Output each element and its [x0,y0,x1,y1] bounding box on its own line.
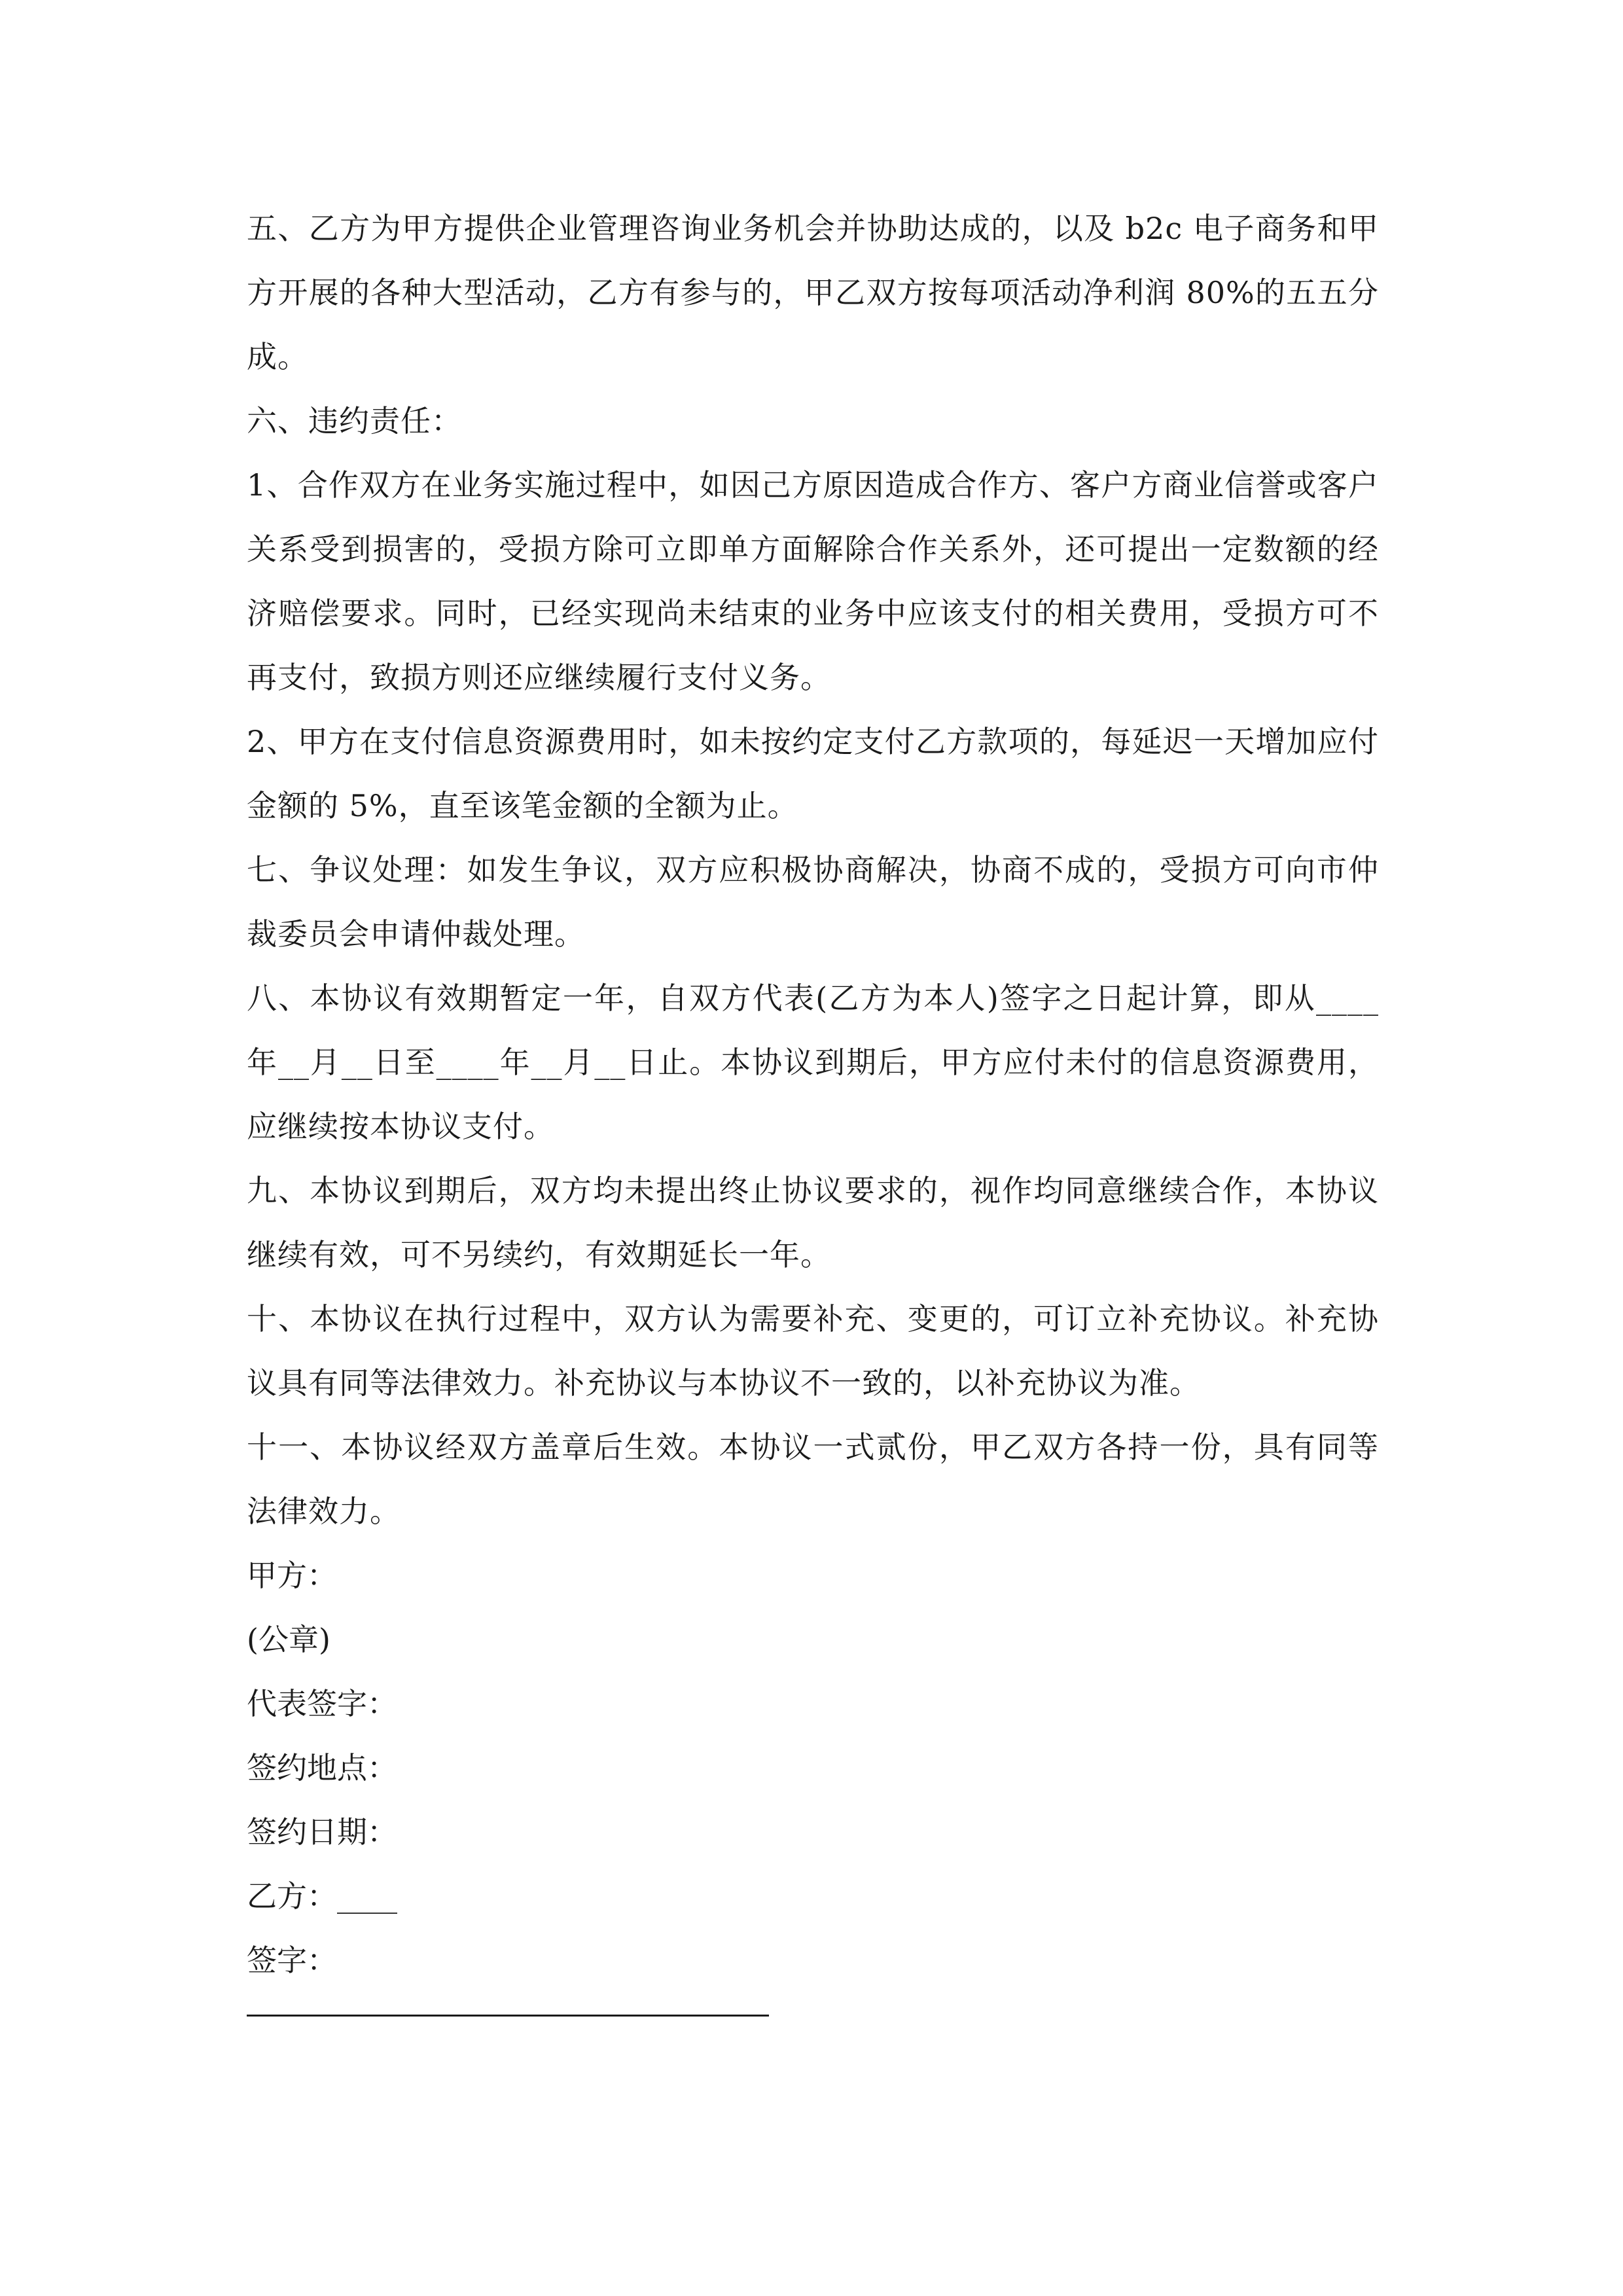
party-b-label: 乙方：____ [247,1878,397,1914]
sign-place-label: 签约地点： [247,1750,397,1785]
rep-signature-label: 代表签字： [247,1686,397,1721]
seal-label: (公章) [247,1622,330,1657]
clause-8: 八、本协议有效期暂定一年，自双方代表(乙方为本人)签字之日起计算，即从____年__月__日至____年__月__日止。本协议到期后，甲方应付未付的信息资源费用，应继续按本协议支付。 [247,980,1379,1144]
clause-10: 十、本协议在执行过程中，双方认为需要补充、变更的，可订立补充协议。补充协议具有同等法律效力。补充协议与本协议不一致的，以补充协议为准。 [247,1301,1379,1401]
signature-label: 签字： [247,1943,337,1978]
clause-6-item-1: 1、合作双方在业务实施过程中，如因己方原因造成合作方、客户方商业信誉或客户关系受到损害的，受损方除可立即单方面解除合作关系外，还可提出一定数额的经济赔偿要求。同时，已经实现尚未结束的业务中应该支付的相关费用，受损方可不再支付，致损方则还应继续履行支付义务。 [247,467,1379,695]
clause-6-heading: 六、违约责任： [247,403,462,439]
sign-date-label: 签约日期： [247,1814,397,1850]
clause-7: 七、争议处理：如发生争议，双方应积极协商解决，协商不成的，受损方可向市仲裁委员会申请仲裁处理。 [247,852,1379,952]
clause-11: 十一、本协议经双方盖章后生效。本协议一式贰份，甲乙双方各持一份，具有同等法律效力。 [247,1429,1379,1529]
party-a-label: 甲方： [247,1558,337,1593]
clause-6-item-2: 2、甲方在支付信息资源费用时，如未按约定支付乙方款项的，每延迟一天增加应付金额的 5%，直至该笔金额的全额为止。 [247,724,1379,823]
signature-underline [247,2015,769,2017]
clause-9: 九、本协议到期后，双方均未提出终止协议要求的，视作均同意继续合作，本协议继续有效，可不另续约，有效期延长一年。 [247,1173,1379,1272]
document-body [247,196,1379,1992]
clause-5: 五、乙方为甲方提供企业管理咨询业务机会并协助达成的，以及 b2c 电子商务和甲方开展的各种大型活动，乙方有参与的，甲乙双方按每项活动净利润 80%的五五分成。 [247,211,1379,374]
